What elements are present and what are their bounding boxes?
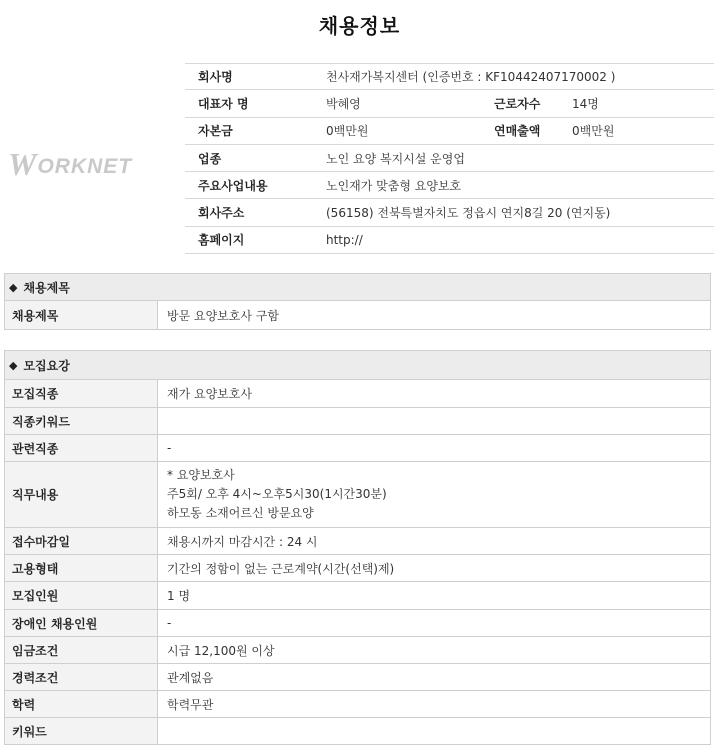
employment-type-label: 고용형태 <box>5 555 158 581</box>
address-value: (56158) 전북특별자치도 정읍시 연지8길 20 (연지동) <box>326 206 611 221</box>
row-headcount <box>5 582 710 610</box>
job-keyword-value <box>158 408 710 434</box>
section-title-text: 채용제목 <box>23 280 70 295</box>
ceo-value: 박혜영 <box>326 96 361 111</box>
row-job <box>5 380 710 408</box>
related-job-label: 관련직종 <box>5 435 158 461</box>
logo-w-glyph: W <box>8 146 37 182</box>
row-career <box>5 664 710 691</box>
row-wage <box>5 637 710 664</box>
company-name-label: 회사명 <box>198 70 233 85</box>
job-keyword-label: 직종키워드 <box>5 408 158 434</box>
duties-line: 하모동 소재어르신 방문요양 <box>167 506 314 520</box>
company-row-capital <box>185 118 714 145</box>
company-name-value: 천사재가복지센터 (인증번호 : KF10442407170002 ) <box>326 70 616 85</box>
row-deadline <box>5 528 710 555</box>
deadline-value: 채용시까지 마감시간 : 24 시 <box>167 534 318 549</box>
headcount-label: 모집인원 <box>5 582 158 609</box>
section-requirements-text: 모집요강 <box>23 358 70 373</box>
company-row-ceo <box>185 90 714 117</box>
disabled-headcount-value: - <box>167 616 172 630</box>
employees-label: 근로자수 <box>494 96 541 111</box>
row-employment-type <box>5 555 710 582</box>
business-value: 노인재가 맞춤형 요양보호 <box>326 178 462 193</box>
duties-line: * 요양보호사 <box>167 468 235 482</box>
row-keyword <box>5 718 710 745</box>
section-header-title <box>5 274 710 301</box>
diamond-icon: ◆ <box>9 358 18 372</box>
deadline-label: 접수마감일 <box>5 528 158 554</box>
recruit-title-value: 방문 요양보호사 구함 <box>167 308 279 323</box>
row-recruit-title <box>5 301 710 330</box>
address-label: 회사주소 <box>198 206 245 221</box>
row-job-keyword <box>5 408 710 435</box>
homepage-link[interactable]: http:// <box>326 232 363 247</box>
company-info-table <box>185 63 714 254</box>
duties-label: 직무내용 <box>5 462 158 527</box>
education-label: 학력 <box>5 691 158 717</box>
requirements-section <box>4 350 711 745</box>
disabled-headcount-label: 장애인 채용인원 <box>5 610 158 636</box>
row-duties <box>5 462 710 528</box>
sales-value: 0백만원 <box>572 124 615 139</box>
career-label: 경력조건 <box>5 664 158 690</box>
company-row-address <box>185 199 714 226</box>
recruit-title-label: 채용제목 <box>5 301 158 329</box>
industry-value: 노인 요양 복지시설 운영업 <box>326 151 465 166</box>
industry-label: 업종 <box>198 151 222 166</box>
duties-line: 주5회/ 오후 4시~오후5시30(1시간30분) <box>167 487 387 501</box>
logo-text: ORKNET <box>37 155 133 178</box>
ceo-label: 대표자 명 <box>198 96 249 111</box>
worknet-logo <box>8 146 160 182</box>
related-job-value: - <box>167 441 172 455</box>
job-label: 모집직종 <box>5 380 158 407</box>
row-related-job <box>5 435 710 462</box>
job-value: 재가 요양보호사 <box>167 387 252 401</box>
row-education <box>5 691 710 718</box>
diamond-icon: ◆ <box>9 280 18 294</box>
homepage-label: 홈페이지 <box>198 233 245 248</box>
sales-label: 연매출액 <box>494 124 541 139</box>
employees-value: 14명 <box>572 96 599 111</box>
company-row-homepage <box>185 227 714 254</box>
company-row-business <box>185 172 714 199</box>
career-value: 관계없음 <box>167 670 214 685</box>
keyword-value <box>158 718 710 744</box>
business-label: 주요사업내용 <box>198 178 268 193</box>
company-row-name <box>185 63 714 90</box>
keyword-label: 키워드 <box>5 718 158 744</box>
row-disabled-headcount <box>5 610 710 637</box>
headcount-value: 1 명 <box>167 589 191 603</box>
education-value: 학력무관 <box>167 697 214 712</box>
wage-value: 시급 12,100원 이상 <box>167 643 275 658</box>
wage-label: 임금조건 <box>5 637 158 663</box>
capital-value: 0백만원 <box>326 124 369 139</box>
recruit-title-section <box>4 273 711 330</box>
capital-label: 자본금 <box>198 124 233 139</box>
company-row-industry <box>185 145 714 172</box>
duties-value <box>158 462 710 527</box>
section-header-requirements <box>5 351 710 380</box>
page-title: 채용정보 <box>318 14 401 38</box>
employment-type-value: 기간의 정함이 없는 근로계약(시간(선택)제) <box>167 561 395 576</box>
